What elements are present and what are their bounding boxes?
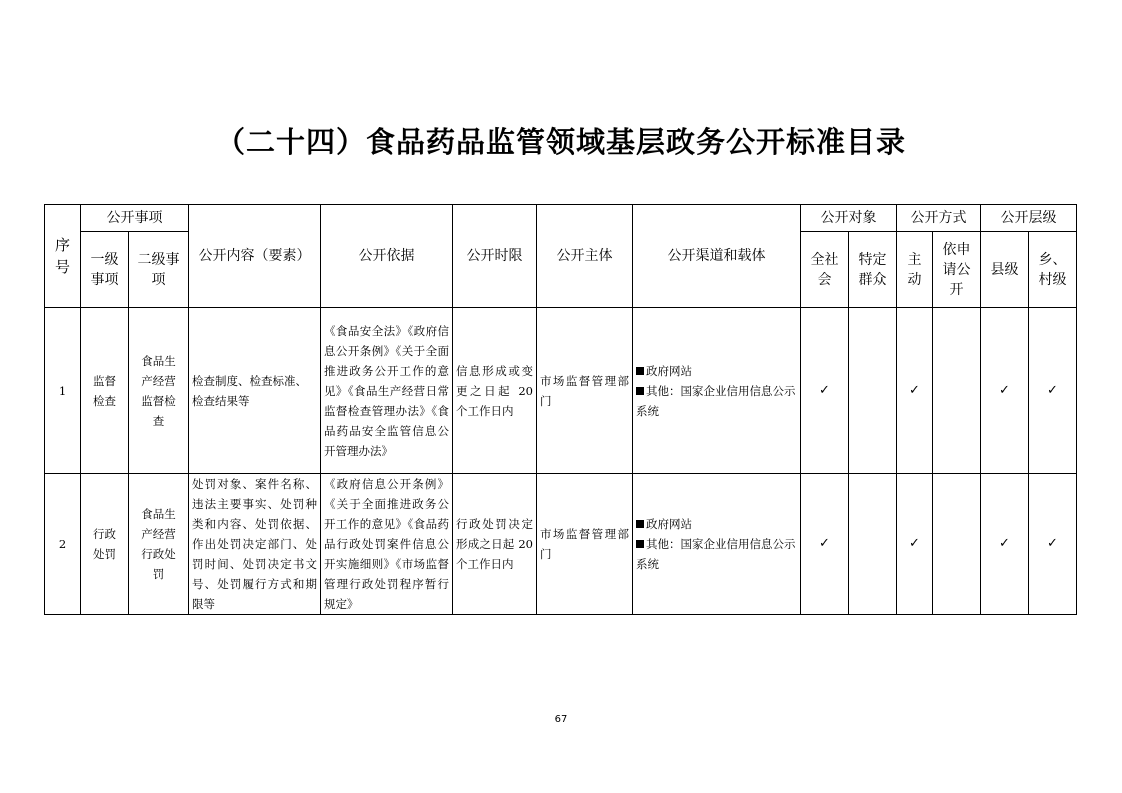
- row-seq: 1: [45, 308, 81, 474]
- disclosure-table: [44, 204, 1077, 615]
- channel-item: [636, 514, 797, 534]
- page-number: 67: [554, 714, 568, 725]
- header-level-county: 县级: [981, 232, 1029, 308]
- row-level2: 食品生 产经营 监督检 查: [129, 308, 189, 474]
- row-subject: 市场监督管理部门: [537, 308, 633, 474]
- square-bullet-icon: [636, 387, 644, 395]
- header-basis: 公开依据: [321, 205, 453, 308]
- header-target-public: 全社 会: [801, 232, 849, 308]
- header-target-specific: 特定 群众: [849, 232, 897, 308]
- row-subject: 市场监督管理部门: [537, 474, 633, 615]
- header-method-request: 依申 请公 开: [933, 232, 981, 308]
- row-level1: 监督 检查: [81, 308, 129, 474]
- check-target-public: ✓: [801, 308, 849, 474]
- square-bullet-icon: [636, 367, 644, 375]
- check-level-township: ✓: [1029, 308, 1077, 474]
- row-basis: 《政府信息公开条例》《关于全面推进政务公开工作的意见》《食品药品行政处罚案件信息公开实施细则》《市场监督管理行政处罚程序暂行规定》: [321, 474, 453, 615]
- channel-label: 政府网站: [646, 517, 692, 531]
- table-row: [45, 308, 1077, 474]
- row-level1: 行政 处罚: [81, 474, 129, 615]
- header-row-1: [45, 205, 1077, 232]
- header-level2: 二级事 项: [129, 232, 189, 308]
- check-level-county: ✓: [981, 474, 1029, 615]
- header-level1: 一级 事项: [81, 232, 129, 308]
- channel-item: [636, 534, 797, 574]
- check-level-township: ✓: [1029, 474, 1077, 615]
- header-items-group: 公开事项: [81, 205, 189, 232]
- empty-target-specific: [849, 474, 897, 615]
- row-time-limit: 信息形成或变更之日起 20 个工作日内: [453, 308, 537, 474]
- row-basis: 《食品安全法》《政府信息公开条例》《关于全面推进政务公开工作的意见》《食品生产经营日常监督检查管理办法》《食品药品安全监管信息公开管理办法》: [321, 308, 453, 474]
- channel-label: 其他：国家企业信用信息公示系统: [636, 383, 796, 418]
- header-channel: 公开渠道和载体: [633, 205, 801, 308]
- channel-item: [636, 381, 797, 421]
- row-content: 检查制度、检查标准、检查结果等: [189, 308, 321, 474]
- row-content: 处罚对象、案件名称、违法主要事实、处罚种类和内容、处罚依据、作出处罚决定部门、处罚时间、处罚决定书文号、处罚履行方式和期限等: [189, 474, 321, 615]
- empty-method-request: [933, 474, 981, 615]
- header-seq: 序 号: [45, 205, 81, 308]
- page-title: （二十四）食品药品监管领域基层政务公开标准目录: [215, 125, 906, 159]
- header-target-group: 公开对象: [801, 205, 897, 232]
- channel-label: 其他：国家企业信用信息公示系统: [636, 537, 796, 571]
- check-target-public: ✓: [801, 474, 849, 615]
- channel-item: [636, 361, 797, 381]
- header-content: 公开内容（要素）: [189, 205, 321, 308]
- check-method-active: ✓: [897, 308, 933, 474]
- channel-label: 政府网站: [646, 363, 692, 378]
- table-row: [45, 474, 1077, 615]
- empty-target-specific: [849, 308, 897, 474]
- row-channel: [633, 474, 801, 615]
- check-method-active: ✓: [897, 474, 933, 615]
- empty-method-request: [933, 308, 981, 474]
- square-bullet-icon: [636, 520, 644, 528]
- square-bullet-icon: [636, 540, 644, 548]
- row-seq: 2: [45, 474, 81, 615]
- header-time-limit: 公开时限: [453, 205, 537, 308]
- header-level-township: 乡、 村级: [1029, 232, 1077, 308]
- header-subject: 公开主体: [537, 205, 633, 308]
- row-time-limit: 行政处罚决定形成之日起 20 个工作日内: [453, 474, 537, 615]
- header-level-group: 公开层级: [981, 205, 1077, 232]
- row-level2: 食品生 产经营 行政处 罚: [129, 474, 189, 615]
- header-method-active: 主 动: [897, 232, 933, 308]
- check-level-county: ✓: [981, 308, 1029, 474]
- header-method-group: 公开方式: [897, 205, 981, 232]
- row-channel: [633, 308, 801, 474]
